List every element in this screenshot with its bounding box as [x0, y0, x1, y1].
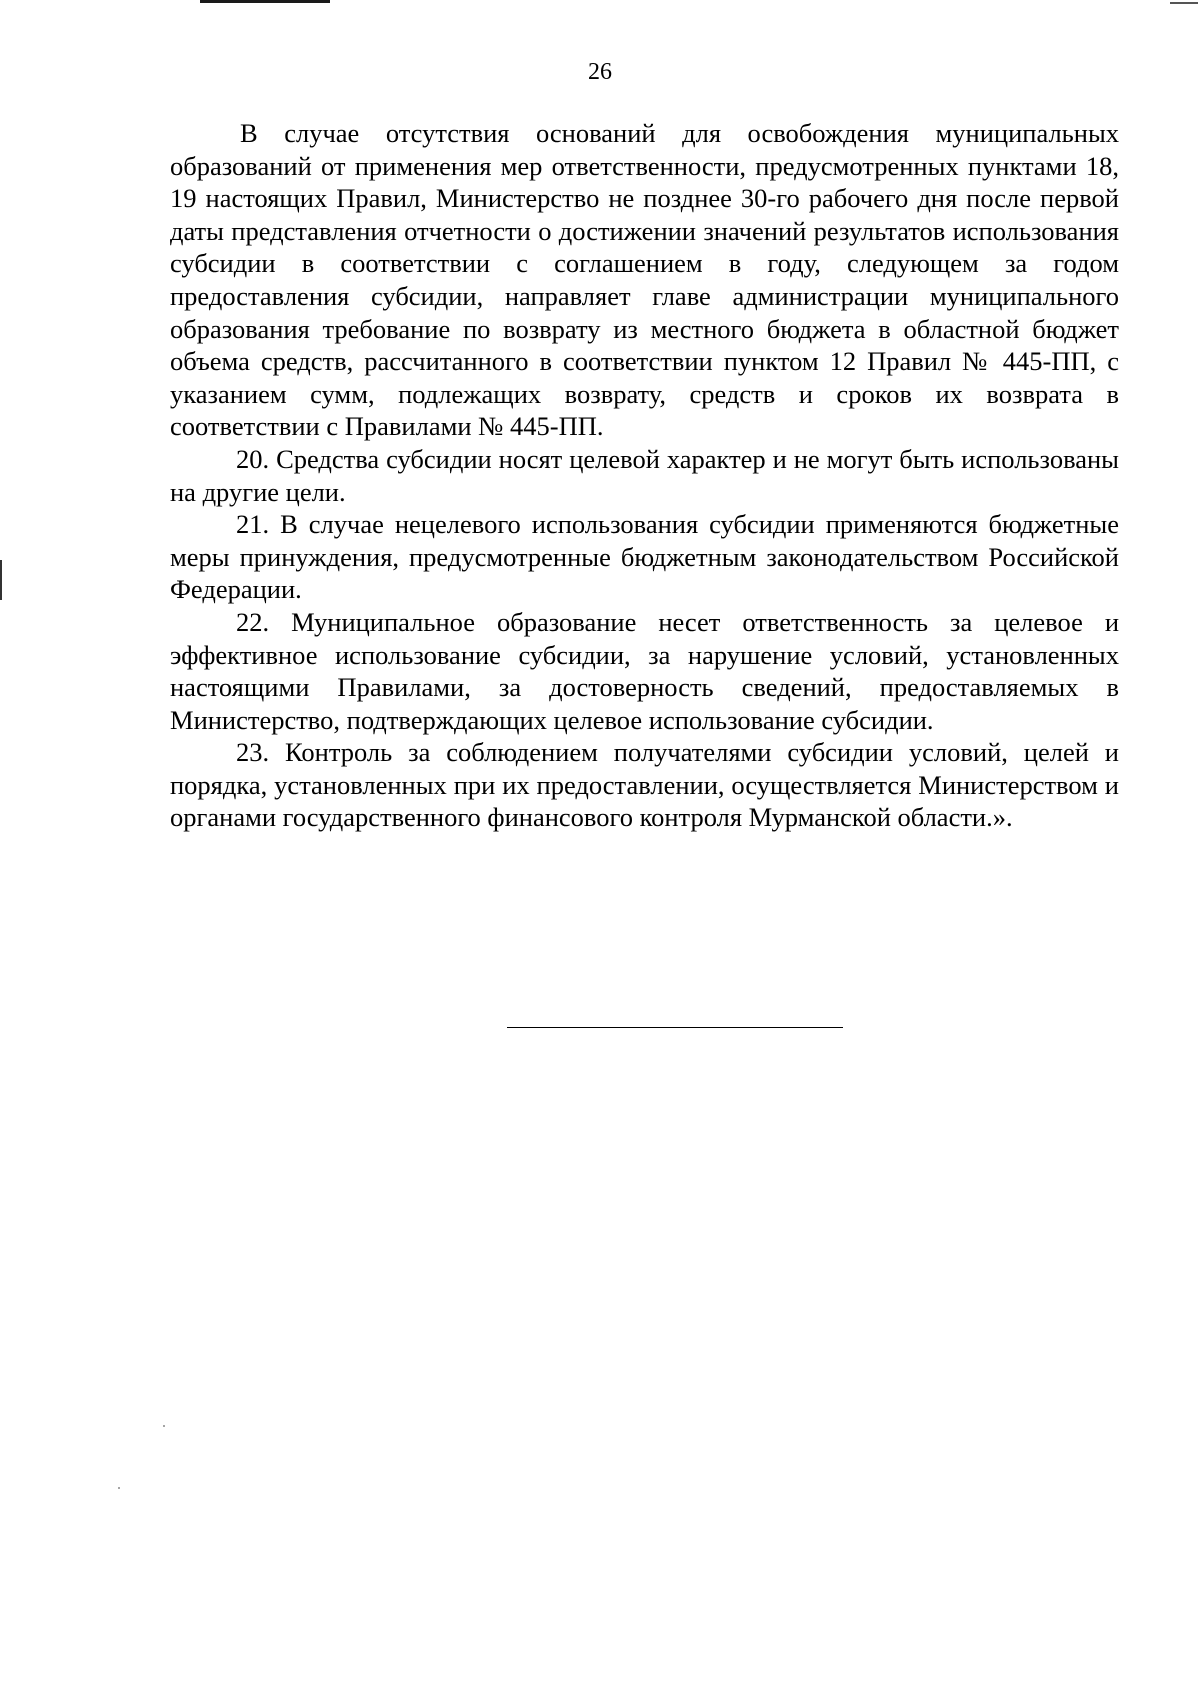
page-number: 26	[588, 59, 612, 85]
document-body	[170, 117, 1119, 834]
paragraph-21: 21. В случае нецелевого использования субсидии применяются бюджетные меры принуждения, предусмотренные бюджетным законодательством Российской Федерации.	[170, 509, 1119, 605]
scan-speck	[163, 1425, 165, 1427]
paragraph-22: 22. Муниципальное образование несет ответственность за целевое и эффективное использование субсидии, за нарушение условий, установленных настоящими Правилами, за достоверность сведений, предоставляемых в Министерство, подтверждающих целевое использование субсидии.	[170, 606, 1119, 735]
scan-artifact-top-right	[1170, 2, 1198, 4]
scan-artifact-left	[0, 560, 2, 600]
end-of-document-rule	[507, 1027, 843, 1028]
paragraph-20: 20. Средства субсидии носят целевой характер и не могут быть использованы на другие цели.	[170, 443, 1119, 507]
paragraph-23: 23. Контроль за соблюдением получателями субсидии условий, целей и порядка, установленных при их предоставлении, осуществляется Министерством и органами государственного финансового контроля Мурманской области.».	[170, 737, 1119, 833]
scan-artifact-top	[200, 0, 330, 3]
scan-speck	[118, 1487, 120, 1489]
paragraph-return-requirement: В случае отсутствия оснований для освобождения муниципальных образований от применения мер ответственности, предусмотренных пунктами 18, 19 настоящих Правил, Министерство не позднее 30-го рабочего дня после первой даты представления отчетности о достижении значений результатов использования субсидии в соответствии с соглашением в году, следующем за годом предоставления субсидии, направляет главе администрации муниципального образования требование по возврату из местного бюджета в областной бюджет объема средств, рассчитанного в соответствии пунктом 12 Правил № 445-ПП, с указанием сумм, подлежащих возврату, средств и сроков их возврата в соответствии с Правилами № 445-ПП.	[170, 118, 1119, 442]
